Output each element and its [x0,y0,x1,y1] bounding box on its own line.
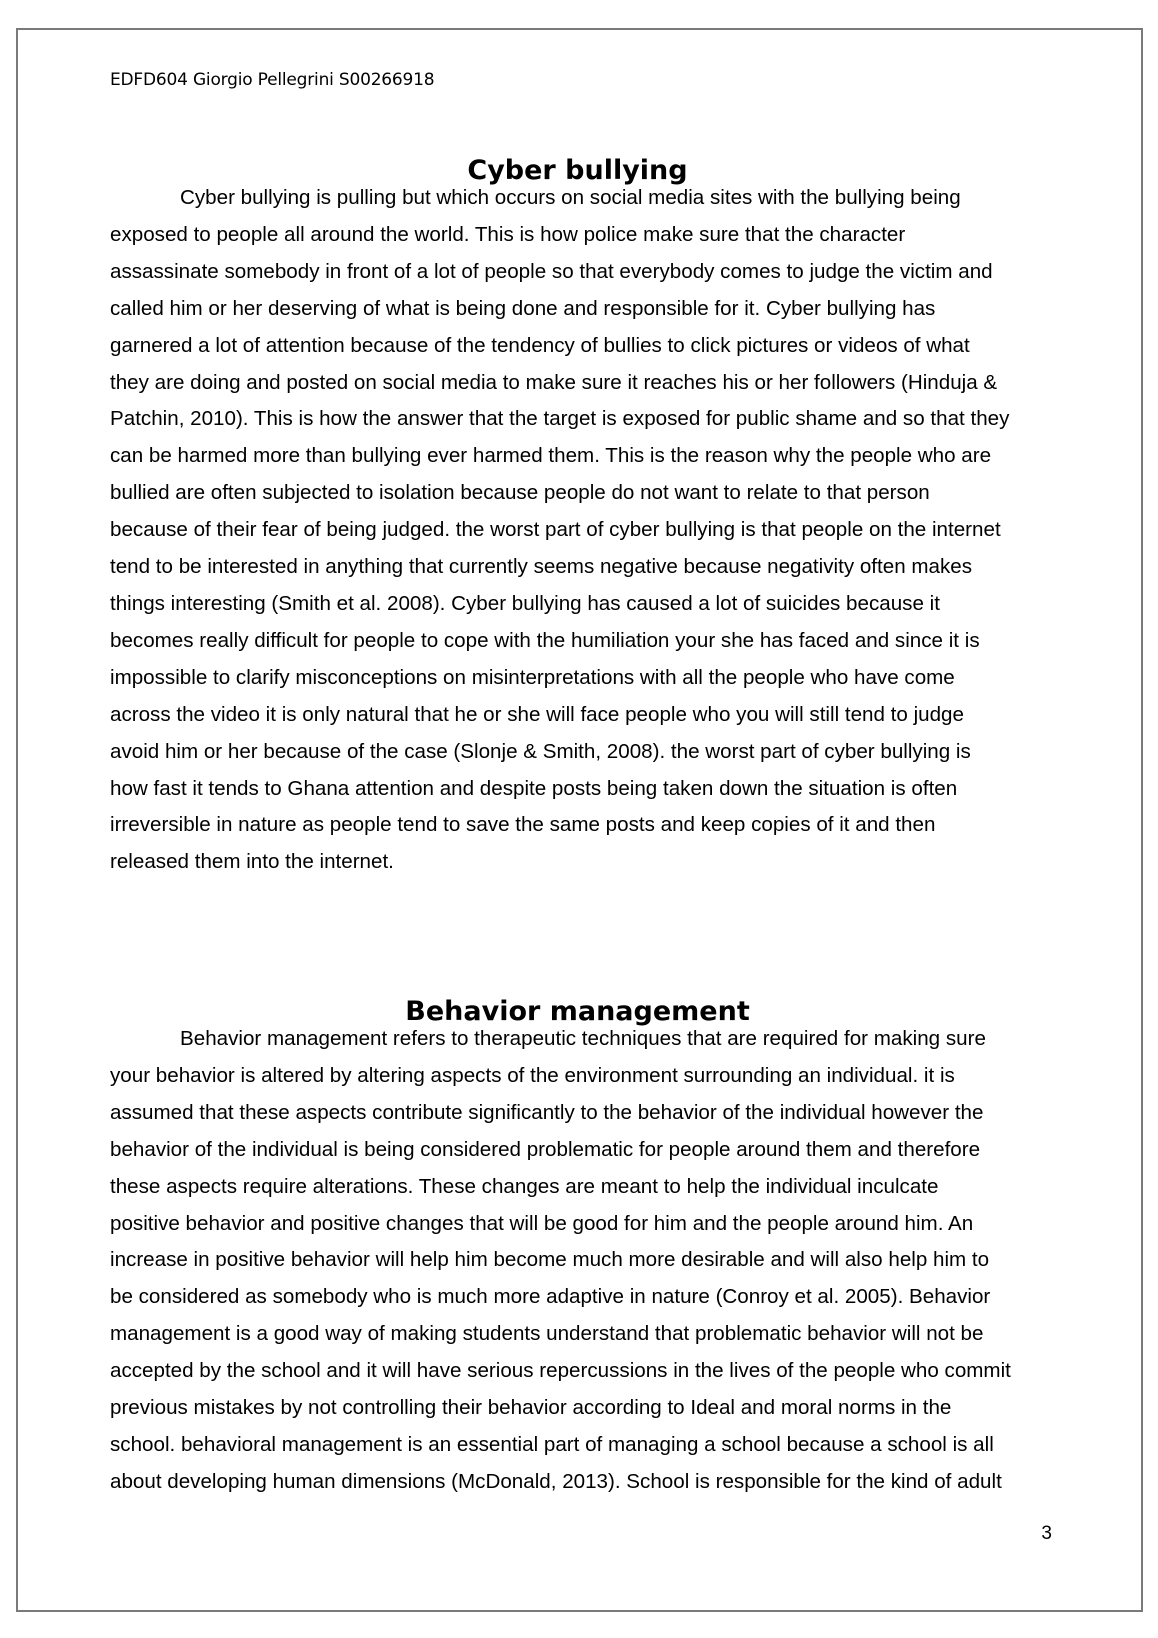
section-heading-behavior-management: Behavior management [405,996,750,1028]
section-body-cyber-bullying: Cyber bullying is pulling but which occurs on social media sites with the bullying being exposed to people all around the world. This is how police make sure that the character assassinate somebody in front of a lot of people so that everybody comes to judge the victim and called him or her deserving of what is being done and responsible for it. Cyber bullying has garnered a lot of attention because of the tendency of bullies to click pictures or videos of what they are doing and posted on social media to make sure it reaches his or her followers (Hinduja & Patchin, 2010). This is how the answer that the target is exposed for public shame and so that they can be harmed more than bullying ever harmed them. This is the reason why the people who are bullied are often subjected to isolation because people do not want to relate to that person because of their fear of being judged. the worst part of cyber bullying is that people on the internet tend to be interested in anything that currently seems negative because negativity often makes things interesting (Smith et al. 2008). Cyber bullying has caused a lot of suicides because it becomes really difficult for people to cope with the humiliation your she has faced and since it is impossible to clarify misconceptions on misinterpretations with all the people who have come across the video it is only natural that he or she will face people who you will still tend to judge avoid him or her because of the case (Slonje & Smith, 2008). the worst part of cyber bullying is how fast it tends to Ghana attention and despite posts being taken down the situation is often irreversible in nature as people tend to save the same posts and keep copies of it and then released them into the internet. [110,186,1010,874]
section-heading-cyber-bullying: Cyber bullying [467,155,688,187]
page-header: EDFD604 Giorgio Pellegrini S00266918 [110,70,435,90]
section-body-behavior-management: Behavior management refers to therapeutic techniques that are required for making sure your behavior is altered by altering aspects of the environment surrounding an individual. it is assumed that these aspects contribute significantly to the behavior of the individual however the behavior of the individual is being considered problematic for people around them and therefore these aspects require alterations. These changes are meant to help the individual inculcate positive behavior and positive changes that will be good for him and the people around him. An increase in positive behavior will help him become much more desirable and will also help him to be considered as somebody who is much more adaptive in nature (Conroy et al. 2005). Behavior management is a good way of making students understand that problematic behavior will not be accepted by the school and it will have serious repercussions in the lives of the people who commit previous mistakes by not controlling their behavior according to Ideal and moral norms in the school. behavioral management is an essential part of managing a school because a school is all about developing human dimensions (McDonald, 2013). School is responsible for the kind of adult [110,1027,1011,1493]
page-number: 3 [1041,1523,1052,1544]
